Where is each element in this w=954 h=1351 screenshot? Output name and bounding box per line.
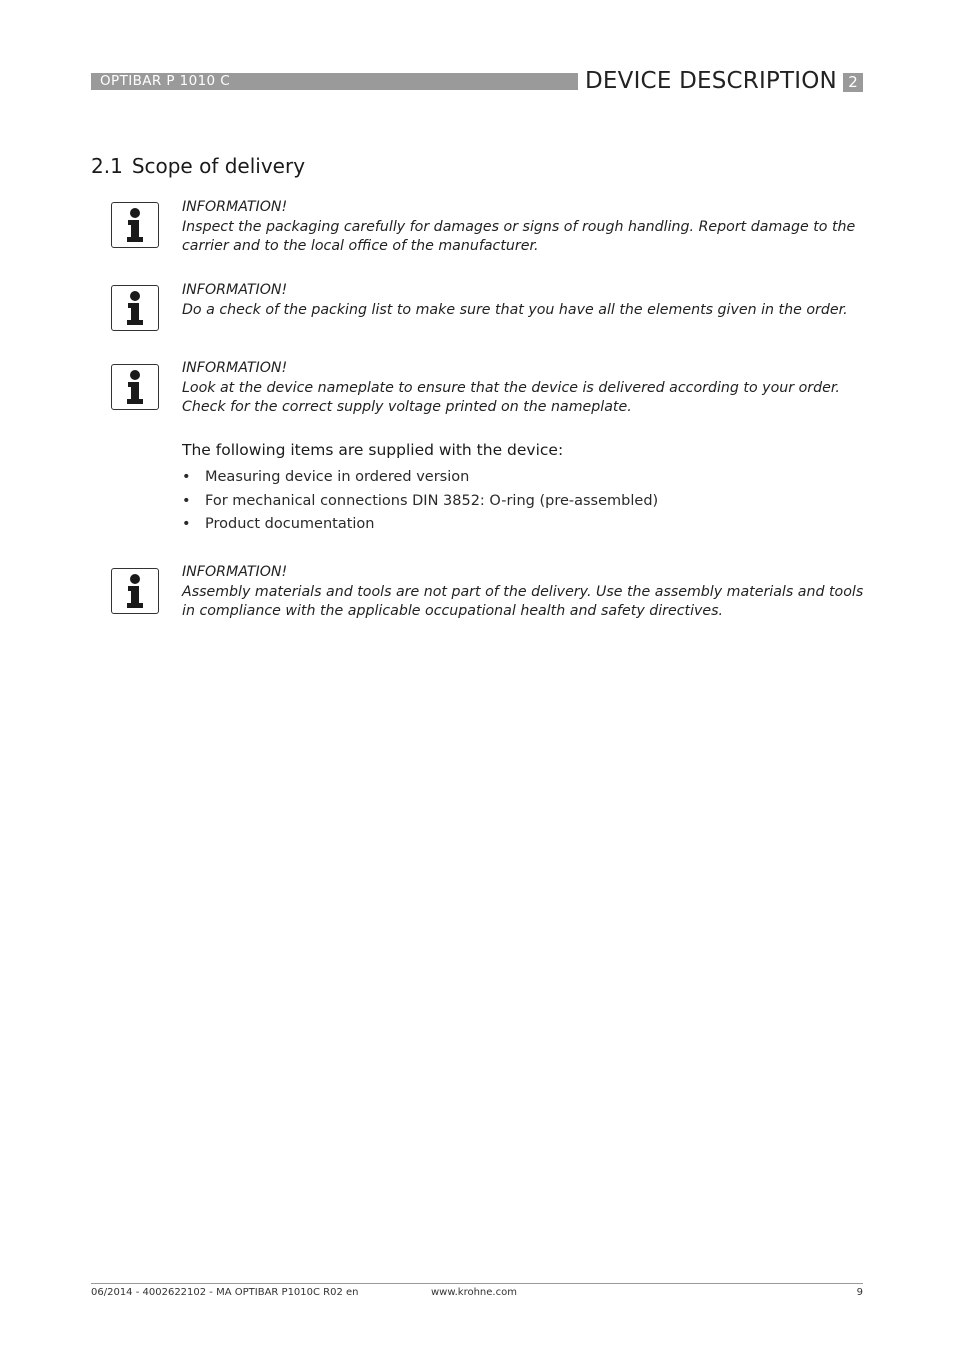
list-item-text: For mechanical connections DIN 3852: O-ring (pre-assembled) <box>205 492 659 509</box>
list-item-text: Measuring device in ordered version <box>205 469 470 485</box>
header-chapter-title: DEVICE DESCRIPTION <box>585 68 837 94</box>
information-icon <box>111 285 159 331</box>
information-text-line: carrier and to the local office of the manufacturer. <box>182 238 539 254</box>
section-heading <box>91 153 305 179</box>
supplied-items-list <box>182 466 658 537</box>
footer-divider <box>91 1283 863 1284</box>
footer-page-number: 9 <box>856 1287 863 1298</box>
information-title: INFORMATION! <box>182 564 288 580</box>
footer-document-id: 06/2014 - 4002622102 - MA OPTIBAR P1010C R02 en <box>91 1287 359 1298</box>
information-note <box>182 198 872 257</box>
information-title: INFORMATION! <box>182 199 288 215</box>
footer-website-link[interactable]: www.krohne.com <box>431 1287 517 1298</box>
list-item: • For mechanical connections DIN 3852: O-ring (pre-assembled) <box>182 492 659 509</box>
information-text-line: in compliance with the applicable occupational health and safety directives. <box>182 603 724 619</box>
information-title: INFORMATION! <box>182 282 288 298</box>
section-title: Scope of delivery <box>131 154 306 178</box>
header-product-name: OPTIBAR P 1010 C <box>100 73 231 89</box>
information-icon <box>111 568 159 614</box>
information-note <box>182 281 872 320</box>
information-icon <box>111 202 159 248</box>
information-title: INFORMATION! <box>182 360 288 376</box>
information-text-line: Check for the correct supply voltage printed on the nameplate. <box>182 399 632 415</box>
section-number: 2.1 <box>91 154 123 178</box>
information-text-line: Look at the device nameplate to ensure that the device is delivered according to your order. <box>182 379 840 396</box>
information-text-line: Assembly materials and tools are not part of the delivery. Use the assembly materials and tools <box>182 583 864 600</box>
list-item: • Product documentation <box>182 516 375 532</box>
list-item-text: Product documentation <box>205 516 375 532</box>
header-chapter-number: 2 <box>843 73 863 92</box>
supplied-items-heading: The following items are supplied with the device: <box>182 441 564 459</box>
information-text-line: Inspect the packaging carefully for damages or signs of rough handling. Report damage to the <box>182 218 856 235</box>
information-note <box>182 563 872 622</box>
list-item: • Measuring device in ordered version <box>182 469 470 485</box>
information-text-line: Do a check of the packing list to make sure that you have all the elements given in the order. <box>182 301 848 318</box>
information-note <box>182 359 872 418</box>
information-icon <box>111 364 159 410</box>
